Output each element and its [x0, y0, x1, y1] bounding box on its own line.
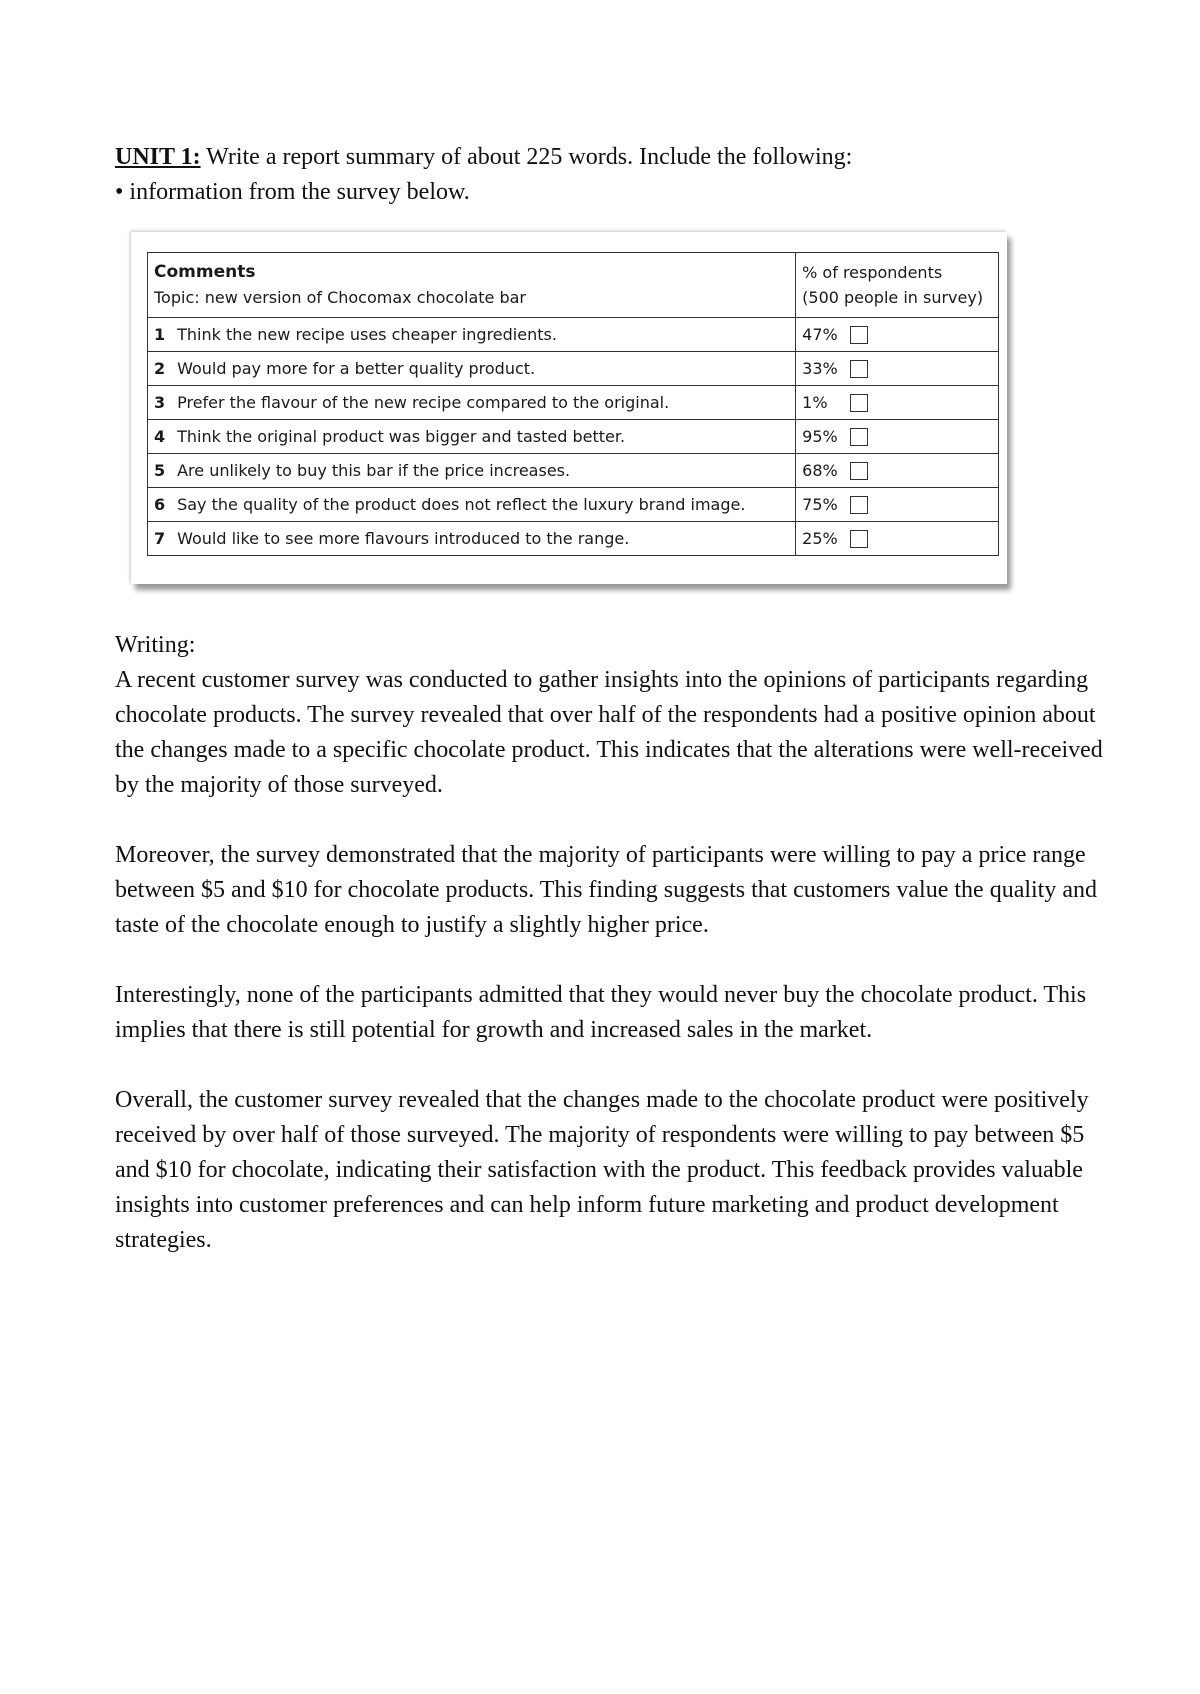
percent-subtitle: (500 people in survey) [802, 288, 984, 307]
document-page [115, 140, 1105, 1253]
comment-cell [148, 420, 796, 454]
writing-paragraph: Moreover, the survey demonstrated that the majority of participants were willing to pay a price range between $5 and $10 for chocolate products. This finding suggests that customers value the quality and taste of the chocolate enough to justify a slightly higher price. [115, 842, 1097, 938]
comment-text: Are unlikely to buy this bar if the price increases. [177, 461, 571, 480]
comment-cell [148, 386, 796, 420]
checkbox[interactable] [850, 394, 868, 412]
writing-paragraph: Overall, the customer survey revealed that the changes made to the chocolate product were positively received by over half of those surveyed. The majority of respondents were willing to pay between $5 and $10 for chocolate, indicating their satisfaction with the product. This feedback provides valuable insights into customer preferences and can help inform future marketing and product development strategies. [115, 1087, 1089, 1253]
writing-paragraph: Interestingly, none of the participants admitted that they would never buy the chocolate product. This implies that there is still potential for growth and increased sales in the market. [115, 982, 1087, 1043]
comment-text: Say the quality of the product does not reflect the luxury brand image. [177, 495, 746, 514]
task-instruction [115, 140, 1105, 175]
percent-cell [796, 318, 999, 352]
survey-table [147, 252, 999, 556]
percent-value: 95% [802, 426, 838, 446]
percent-value: 1% [802, 392, 828, 412]
percent-header [796, 253, 999, 318]
table-row [148, 352, 999, 386]
comment-cell [148, 318, 796, 352]
unit-label: UNIT 1: [115, 144, 201, 170]
checkbox[interactable] [850, 428, 868, 446]
writing-section [115, 628, 1105, 1293]
table-row [148, 522, 999, 556]
table-row [148, 386, 999, 420]
checkbox[interactable] [850, 462, 868, 480]
survey-figure [131, 232, 1007, 584]
percent-cell [796, 454, 999, 488]
row-number: 6 [154, 495, 166, 514]
table-row [148, 488, 999, 522]
row-number: 2 [154, 359, 166, 378]
checkbox[interactable] [850, 530, 868, 548]
percent-cell [796, 352, 999, 386]
comment-text: Think the new recipe uses cheaper ingredients. [177, 325, 557, 344]
checkbox[interactable] [850, 326, 868, 344]
comment-text: Prefer the flavour of the new recipe compared to the original. [177, 393, 670, 412]
percent-value: 47% [802, 324, 838, 344]
instruction-text: Write a report summary of about 225 words. Include the following: [200, 144, 853, 170]
row-number: 4 [154, 427, 166, 446]
comment-text: Would pay more for a better quality product. [177, 359, 536, 378]
comment-cell [148, 522, 796, 556]
checkbox[interactable] [850, 360, 868, 378]
percent-cell [796, 420, 999, 454]
task-bullet: • information from the survey below. [115, 179, 470, 205]
survey-topic: Topic: new version of Chocomax chocolate bar [154, 288, 527, 307]
checkbox[interactable] [850, 496, 868, 514]
comments-header [148, 253, 796, 318]
comment-cell [148, 488, 796, 522]
table-row [148, 318, 999, 352]
writing-heading: Writing: [115, 632, 196, 658]
survey-header-row [148, 253, 999, 318]
percent-value: 68% [802, 460, 838, 480]
comment-cell [148, 454, 796, 488]
percent-cell [796, 522, 999, 556]
row-number: 7 [154, 529, 166, 548]
row-number: 1 [154, 325, 166, 344]
percent-cell [796, 488, 999, 522]
percent-title: % of respondents [802, 263, 943, 282]
comment-text: Would like to see more flavours introduced to the range. [177, 529, 630, 548]
table-row [148, 454, 999, 488]
row-number: 5 [154, 461, 166, 480]
table-row [148, 420, 999, 454]
percent-value: 75% [802, 494, 838, 514]
writing-paragraph: A recent customer survey was conducted to gather insights into the opinions of participants regarding chocolate products. The survey revealed that over half of the respondents had a positive opinion about the changes made to a specific chocolate product. This indicates that the alterations were well-received by the majority of those surveyed. [115, 667, 1103, 798]
row-number: 3 [154, 393, 166, 412]
comment-text: Think the original product was bigger and tasted better. [177, 427, 626, 446]
percent-value: 25% [802, 528, 838, 548]
percent-value: 33% [802, 358, 838, 378]
comments-title: Comments [154, 262, 256, 282]
comment-cell [148, 352, 796, 386]
percent-cell [796, 386, 999, 420]
